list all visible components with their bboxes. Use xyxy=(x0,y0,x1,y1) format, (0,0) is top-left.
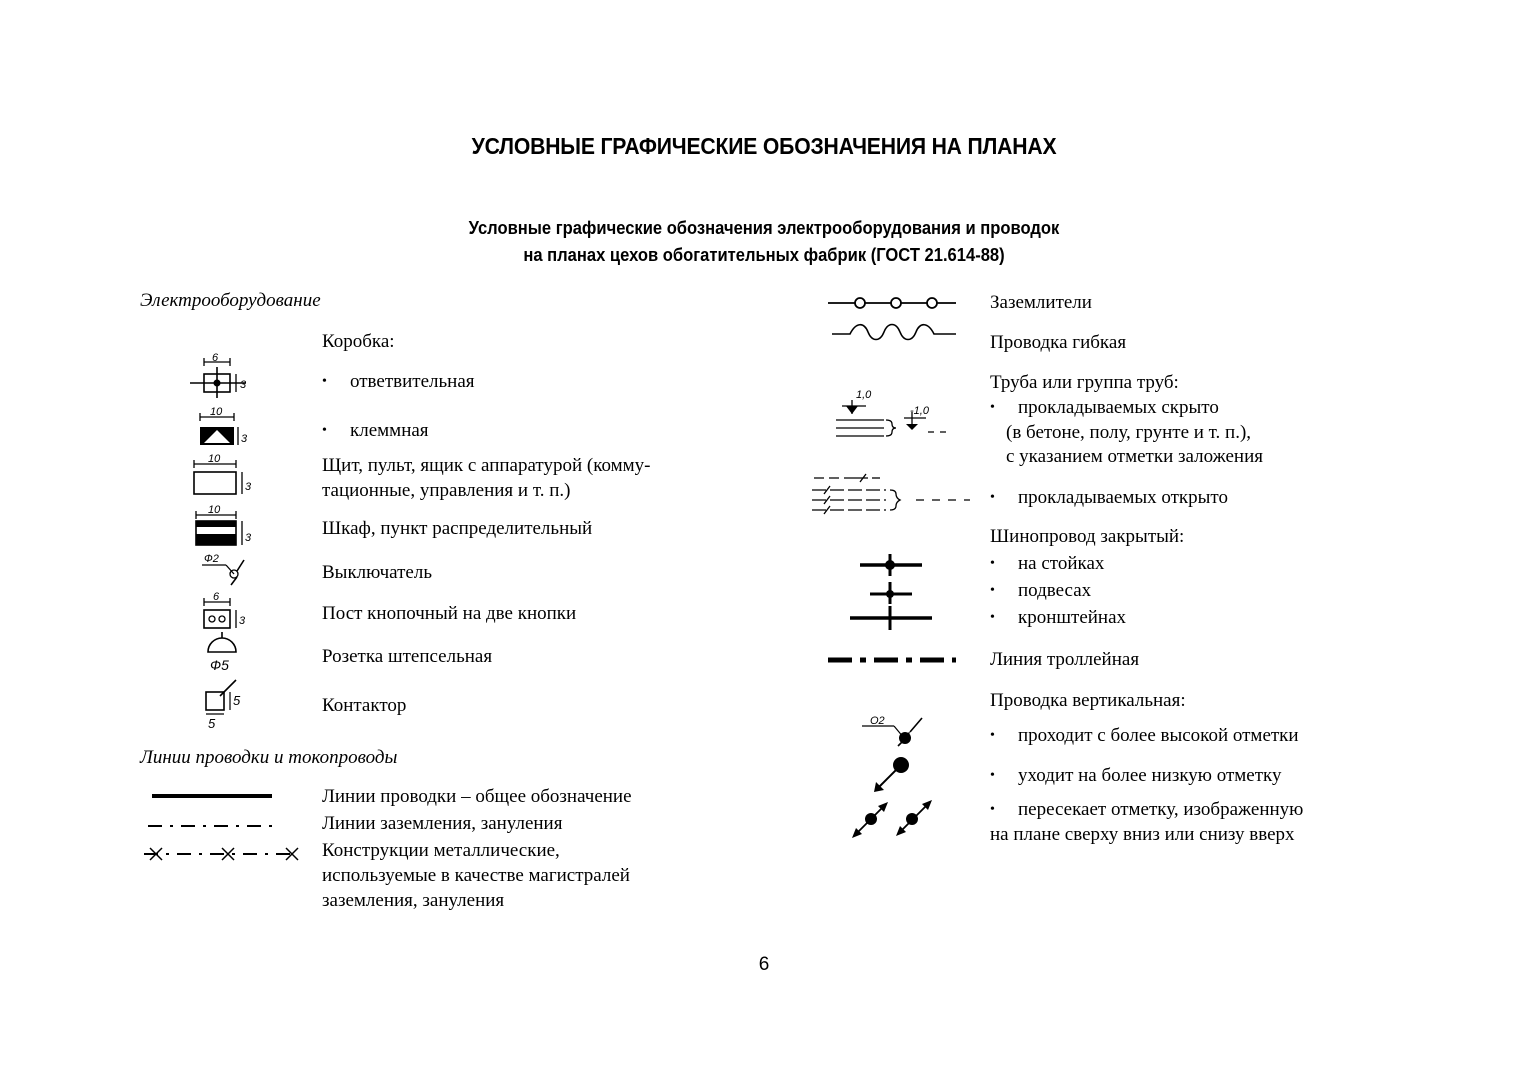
dim-3: 3 xyxy=(240,379,247,391)
pipe-open: • прокладываемых открыто xyxy=(990,485,1228,510)
contactor-symbol xyxy=(196,676,266,731)
metal-structures-label xyxy=(322,838,630,913)
earth-electrodes-label: Заземлители xyxy=(990,292,1092,313)
earth-electrodes-symbol xyxy=(826,292,961,314)
mark-plus1: 1,0 xyxy=(856,389,872,401)
vertical-cross-2: на плане сверху вниз или снизу вверх xyxy=(990,824,1295,845)
metal-line-2: используемые в качестве магистралей xyxy=(322,865,630,886)
line-grounding-symbol xyxy=(146,816,286,836)
line-general-symbol xyxy=(150,786,280,806)
contactor-label: Контактор xyxy=(322,695,407,716)
cabinet-symbol xyxy=(186,503,266,548)
dim-3: 3 xyxy=(241,433,248,445)
panel-line-1: Щит, пульт, ящик с аппаратурой (комму- xyxy=(322,455,651,476)
page-title: УСЛОВНЫЕ ГРАФИЧЕСКИЕ ОБОЗНАЧЕНИЯ НА ПЛАНАХ xyxy=(471,133,1057,159)
dim-o2: О2 xyxy=(870,715,885,727)
page-number: 6 xyxy=(758,954,770,975)
page-subtitle xyxy=(61,215,1467,269)
dim-5: 5 xyxy=(233,693,241,708)
box-label: Коробка: xyxy=(322,331,395,352)
pushbutton-label: Пост кнопочный на две кнопки xyxy=(322,603,577,624)
cabinet-label: Шкаф, пункт распределительный xyxy=(322,518,593,539)
busbar-posts: • на стойках xyxy=(990,551,1104,576)
socket-label: Розетка штепсельная xyxy=(322,646,493,667)
flexible-wiring-symbol xyxy=(830,318,960,344)
line-general-label: Линии проводки – общее обозначение xyxy=(322,786,632,807)
busbar-brackets-symbol xyxy=(848,606,938,630)
mark-minus1: -1,0 xyxy=(910,405,929,417)
panel-line-2: тационные, управления и т. п.) xyxy=(322,480,571,501)
busbar-label: Шинопровод закрытый: xyxy=(990,526,1185,547)
panel-symbol xyxy=(186,450,266,500)
dim-6: 6 xyxy=(212,352,219,364)
section-lines-heading: Линии проводки и токопроводы xyxy=(140,747,398,768)
branch-box-symbol xyxy=(186,352,266,402)
section-equipment-heading: Электрооборудование xyxy=(140,290,321,311)
dim-3: 3 xyxy=(245,481,252,493)
line-grounding-label: Линии заземления, зануления xyxy=(322,813,563,834)
vertical-from-higher: • проходит с более высокой отметки xyxy=(990,723,1299,748)
vertical-cross-1: • пересекает отметку, изображенную xyxy=(990,797,1303,822)
busbar-brackets: • кронштейнах xyxy=(990,605,1126,630)
vertical-to-lower: • уходит на более низкую отметку xyxy=(990,763,1282,788)
vertical-to-lower-symbol xyxy=(868,754,918,796)
flexible-wiring-label: Проводка гибкая xyxy=(990,332,1127,353)
subtitle-line-1: Условные графические обозначения электрооборудования и проводок xyxy=(468,218,1060,238)
pipe-hidden-symbol xyxy=(832,384,962,446)
dim-10: 10 xyxy=(208,453,221,465)
dim-10: 10 xyxy=(210,406,223,418)
pipe-hidden-3: с указанием отметки заложения xyxy=(1006,446,1264,467)
metal-line-1: Конструкции металлические, xyxy=(322,840,560,861)
panel-label xyxy=(322,453,651,503)
metal-structures-symbol xyxy=(142,842,307,866)
busbar-hangers: • подвесах xyxy=(990,578,1091,603)
dim-6: 6 xyxy=(213,591,220,603)
dim-phi5: Ф5 xyxy=(210,657,229,673)
subtitle-line-2: на планах цехов обогатительных фабрик (ГОСТ 21.614-88) xyxy=(523,245,1005,265)
busbar-hangers-symbol xyxy=(856,582,936,604)
metal-line-3: заземления, зануления xyxy=(322,890,505,911)
dim-3: 3 xyxy=(239,615,246,627)
vertical-crosses-symbol xyxy=(850,798,936,840)
busbar-posts-symbol xyxy=(856,554,936,576)
switch-symbol xyxy=(196,550,256,590)
box-branch: • ответвительная xyxy=(322,369,475,394)
pipe-hidden-1: • прокладываемых скрыто xyxy=(990,395,1219,420)
dim-3: 3 xyxy=(245,532,252,544)
pipe-label: Труба или группа труб: xyxy=(990,372,1179,393)
dim-5: 5 xyxy=(208,716,216,731)
switch-label: Выключатель xyxy=(322,562,433,583)
vertical-label: Проводка вертикальная: xyxy=(990,690,1186,711)
trolley-label: Линия троллейная xyxy=(990,649,1140,670)
socket-symbol xyxy=(196,628,256,678)
dim-phi2: Ф2 xyxy=(204,553,219,565)
terminal-box-symbol xyxy=(186,405,266,450)
dim-10: 10 xyxy=(208,504,221,516)
trolley-line-symbol xyxy=(826,652,961,668)
pipe-hidden-2: (в бетоне, полу, грунте и т. п.), xyxy=(1006,422,1252,443)
pipe-open-symbol xyxy=(810,474,980,518)
box-terminal: • клеммная xyxy=(322,418,429,443)
vertical-from-higher-symbol xyxy=(858,712,938,752)
